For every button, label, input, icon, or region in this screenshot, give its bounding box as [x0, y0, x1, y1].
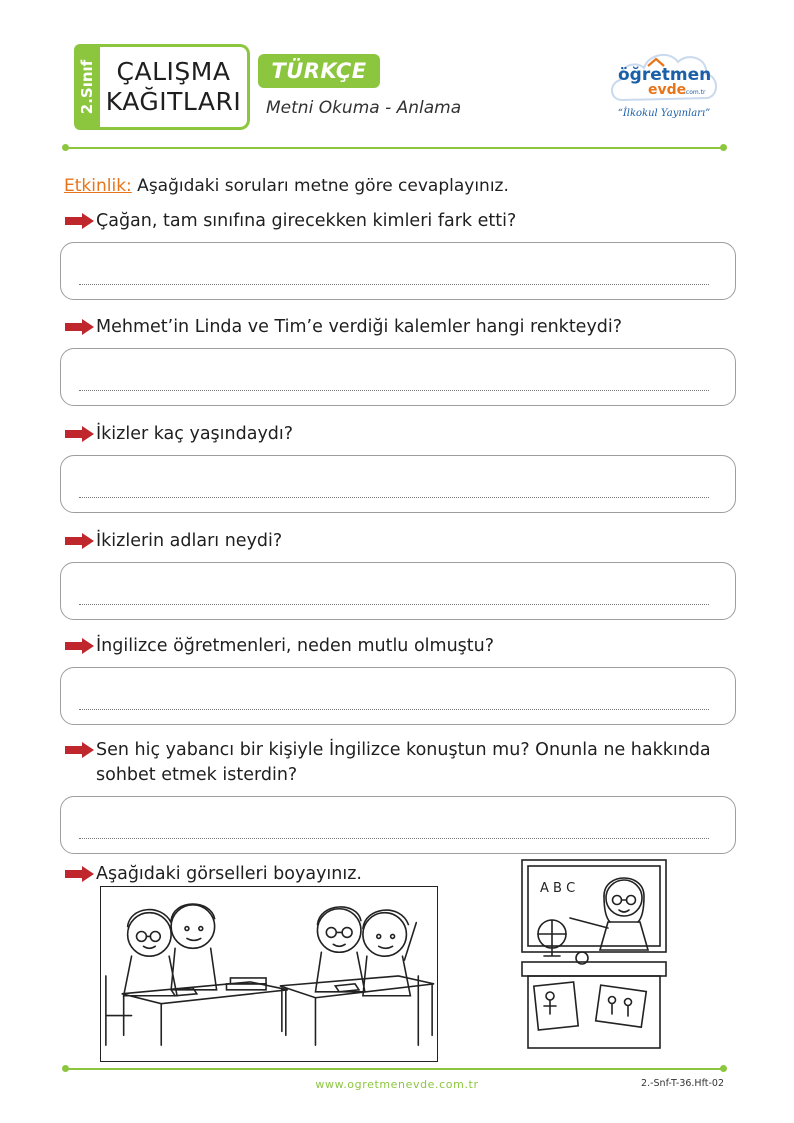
children-at-desk-illustration[interactable]: [100, 886, 438, 1062]
question-text: Sen hiç yabancı bir kişiyle İngilizce konuştun mu? Onunla ne hakkında sohbet etmek isterdin?: [96, 740, 711, 785]
footer-code: 2.-Snf-T-36.Hft-02: [641, 1078, 724, 1089]
cloud-logo: [604, 42, 724, 132]
question-5: [64, 634, 744, 658]
question-text: İngilizce öğretmenleri, neden mutlu olmuştu?: [96, 636, 495, 656]
footer-rule: [66, 1068, 722, 1070]
arrow-icon: [64, 529, 96, 553]
question-2: [64, 315, 744, 339]
logo-tagline: “İlkokul Yayınları”: [617, 108, 711, 119]
question-text: Çağan, tam sınıfına girecekken kimleri fark etti?: [96, 211, 517, 231]
subject-badge: [258, 54, 380, 88]
activity-text: Aşağıdaki soruları metne göre cevaplayınız.: [131, 176, 509, 196]
question-text: İkizlerin adları neydi?: [96, 531, 283, 551]
answer-box-4[interactable]: [60, 562, 736, 620]
subject-label: TÜRKÇE: [271, 59, 367, 83]
title-line-2: KAĞITLARI: [105, 87, 242, 116]
question-text: Mehmet’in Linda ve Tim’e verdiği kalemler hangi renkteydi?: [96, 317, 623, 337]
footer-dot-right: [720, 1065, 727, 1072]
coloring-prompt: [64, 862, 364, 886]
answer-line: [79, 604, 709, 605]
logo-domain: .com.tr: [684, 89, 706, 96]
question-text: İkizler kaç yaşındaydı?: [96, 424, 294, 444]
rule-dot-right: [720, 144, 727, 151]
answer-box-6[interactable]: [60, 796, 736, 854]
grade-tab: [74, 44, 100, 130]
header-rule: [66, 147, 722, 149]
arrow-icon: [64, 738, 96, 762]
answer-box-1[interactable]: [60, 242, 736, 300]
answer-line: [79, 709, 709, 710]
worksheet-subtitle: Metni Okuma - Anlama: [266, 98, 462, 118]
answer-line: [79, 390, 709, 391]
footer-url[interactable]: www.ogretmenevde.com.tr: [315, 1078, 479, 1091]
arrow-icon: [64, 634, 96, 658]
question-6: [64, 738, 744, 788]
question-1: [64, 209, 744, 233]
title-line-1: ÇALIŞMA: [116, 57, 231, 86]
logo-text-1: öğretmen: [618, 65, 712, 85]
worksheet-title: [100, 44, 250, 130]
grade-label: 2.Sınıf: [78, 59, 96, 115]
question-3: [64, 422, 744, 446]
answer-box-2[interactable]: [60, 348, 736, 406]
arrow-icon: [64, 209, 96, 233]
arrow-icon: [64, 315, 96, 339]
answer-line: [79, 284, 709, 285]
arrow-icon: [64, 862, 96, 886]
rule-dot-left: [62, 144, 69, 151]
board-letters: A B C: [540, 881, 576, 896]
answer-line: [79, 838, 709, 839]
footer-dot-left: [62, 1065, 69, 1072]
question-4: [64, 529, 744, 553]
arrow-icon: [64, 422, 96, 446]
teacher-at-board-illustration[interactable]: [520, 858, 668, 1052]
coloring-text: Aşağıdaki görselleri boyayınız.: [96, 864, 362, 884]
answer-line: [79, 497, 709, 498]
answer-box-5[interactable]: [60, 667, 736, 725]
answer-box-3[interactable]: [60, 455, 736, 513]
activity-label: Etkinlik:: [64, 176, 132, 196]
logo-text-2: evde: [648, 82, 687, 98]
activity-instruction: [64, 176, 509, 196]
